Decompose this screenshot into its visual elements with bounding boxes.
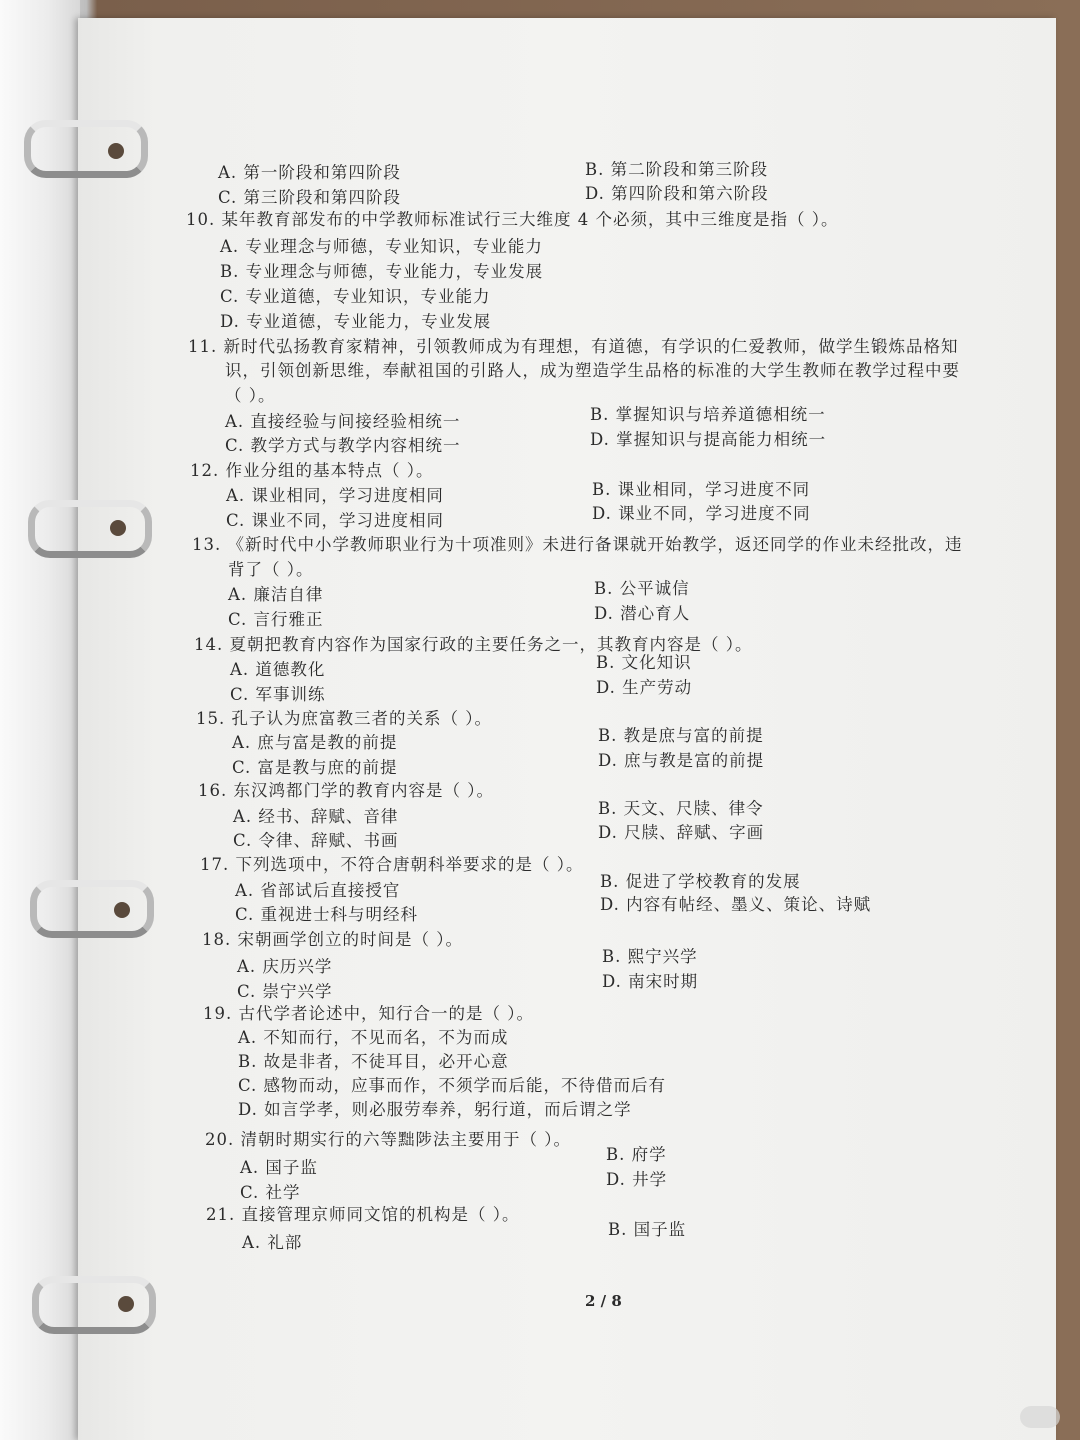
answer-option: D. 生产劳动 — [596, 678, 693, 697]
question-stem: 背了（ ）。 — [228, 560, 314, 579]
question-stem: 识，引领创新思维，奉献祖国的引路人，成为塑造学生品格的标准的大学生教师在教学过程中要 — [225, 361, 960, 380]
answer-option: A. 国子监 — [240, 1158, 318, 1177]
answer-option: A. 庶与富是教的前提 — [232, 733, 398, 752]
question-stem: 10. 某年教育部发布的中学教师标准试行三大维度 4 个必须，其中三维度是指（ ）。 — [186, 210, 839, 229]
question-stem: 15. 孔子认为庶富教三者的关系（ ）。 — [196, 709, 492, 728]
answer-option: A. 省部试后直接授官 — [235, 881, 401, 900]
page-number: 2 / 8 — [585, 1292, 622, 1310]
answer-option: A. 道德教化 — [230, 660, 326, 679]
answer-option: A. 礼部 — [242, 1233, 303, 1252]
question-stem: 17. 下列选项中，不符合唐朝科举要求的是（ ）。 — [200, 855, 584, 874]
answer-option: A. 不知而行，不见而名，不为而成 — [238, 1028, 509, 1047]
answer-option: B. 第二阶段和第三阶段 — [585, 160, 769, 179]
answer-option: B. 府学 — [606, 1145, 667, 1164]
binder-ring-icon — [28, 500, 152, 558]
answer-option: B. 课业相同，学习进度不同 — [592, 480, 811, 499]
question-stem: 12. 作业分组的基本特点（ ）。 — [190, 461, 434, 480]
answer-option: C. 令律、辞赋、书画 — [233, 831, 399, 850]
answer-option: A. 廉洁自律 — [228, 585, 324, 604]
answer-option: C. 专业道德，专业知识，专业能力 — [220, 287, 491, 306]
answer-option: C. 社学 — [240, 1183, 301, 1202]
question-stem: 14. 夏朝把教育内容作为国家行政的主要任务之一，其教育内容是（ ）。 — [194, 635, 753, 654]
answer-option: A. 专业理念与师德，专业知识，专业能力 — [220, 237, 543, 256]
answer-option: D. 掌握知识与提高能力相统一 — [590, 430, 827, 449]
answer-option: C. 重视进士科与明经科 — [235, 905, 419, 924]
answer-option: B. 专业理念与师德，专业能力，专业发展 — [220, 262, 544, 281]
watermark-icon — [1020, 1406, 1060, 1428]
answer-option: C. 军事训练 — [230, 685, 326, 704]
binder-left-edge — [0, 0, 80, 1440]
answer-option: D. 内容有帖经、墨义、策论、诗赋 — [600, 895, 872, 914]
answer-option: C. 第三阶段和第四阶段 — [218, 188, 402, 207]
question-stem: （ ）。 — [225, 386, 276, 405]
answer-option: B. 熙宁兴学 — [602, 947, 698, 966]
binder-ring-icon — [30, 880, 154, 938]
question-stem: 11. 新时代弘扬教育家精神，引领教师成为有理想，有道德，有学识的仁爱教师，做学生锻炼品格知 — [188, 337, 959, 356]
answer-option: B. 故是非者，不徒耳目，必开心意 — [238, 1052, 509, 1071]
answer-option: B. 教是庶与富的前提 — [598, 726, 764, 745]
answer-option: B. 掌握知识与培养道德相统一 — [590, 405, 826, 424]
answer-option: D. 庶与教是富的前提 — [598, 751, 765, 770]
answer-option: D. 井学 — [606, 1170, 668, 1189]
answer-option: D. 课业不同，学习进度不同 — [592, 504, 811, 523]
answer-option: D. 潜心育人 — [594, 604, 691, 623]
answer-option: C. 教学方式与教学内容相统一 — [225, 436, 461, 455]
question-stem: 16. 东汉鸿都门学的教育内容是（ ）。 — [198, 781, 494, 800]
answer-option: B. 公平诚信 — [594, 579, 690, 598]
answer-option: B. 文化知识 — [596, 653, 692, 672]
question-stem: 20. 清朝时期实行的六等黜陟法主要用于（ ）。 — [205, 1130, 571, 1149]
answer-option: C. 崇宁兴学 — [237, 982, 333, 1001]
answer-option: A. 庆历兴学 — [237, 957, 333, 976]
answer-option: D. 南宋时期 — [602, 972, 699, 991]
answer-option: C. 课业不同，学习进度相同 — [226, 511, 445, 530]
question-stem: 21. 直接管理京师同文馆的机构是（ ）。 — [206, 1205, 520, 1224]
answer-option: A. 经书、辞赋、音律 — [233, 807, 399, 826]
answer-option: A. 直接经验与间接经验相统一 — [225, 412, 461, 431]
answer-option: D. 第四阶段和第六阶段 — [585, 184, 769, 203]
answer-option: A. 课业相同，学习进度相同 — [226, 486, 444, 505]
answer-option: C. 言行雅正 — [228, 610, 324, 629]
answer-option: D. 专业道德，专业能力，专业发展 — [220, 312, 492, 331]
answer-option: B. 天文、尺牍、律令 — [598, 799, 764, 818]
question-stem: 18. 宋朝画学创立的时间是（ ）。 — [202, 930, 463, 949]
answer-option: D. 尺牍、辞赋、字画 — [598, 823, 765, 842]
exam-page — [78, 18, 1056, 1440]
answer-option: C. 富是教与庶的前提 — [232, 758, 398, 777]
binder-ring-icon — [24, 120, 148, 178]
answer-option: D. 如言学孝，则必服劳奉养，躬行道，而后谓之学 — [238, 1100, 632, 1119]
question-stem: 19. 古代学者论述中，知行合一的是（ ）。 — [203, 1004, 534, 1023]
answer-option: B. 国子监 — [608, 1220, 687, 1239]
answer-option: C. 感物而动，应事而作，不须学而后能，不待借而后有 — [238, 1076, 667, 1095]
binder-ring-icon — [32, 1276, 156, 1334]
question-stem: 13. 《新时代中小学教师职业行为十项准则》未进行备课就开始教学，返还同学的作业未经批改，违 — [192, 535, 963, 554]
answer-option: B. 促进了学校教育的发展 — [600, 872, 801, 891]
answer-option: A. 第一阶段和第四阶段 — [218, 163, 401, 182]
